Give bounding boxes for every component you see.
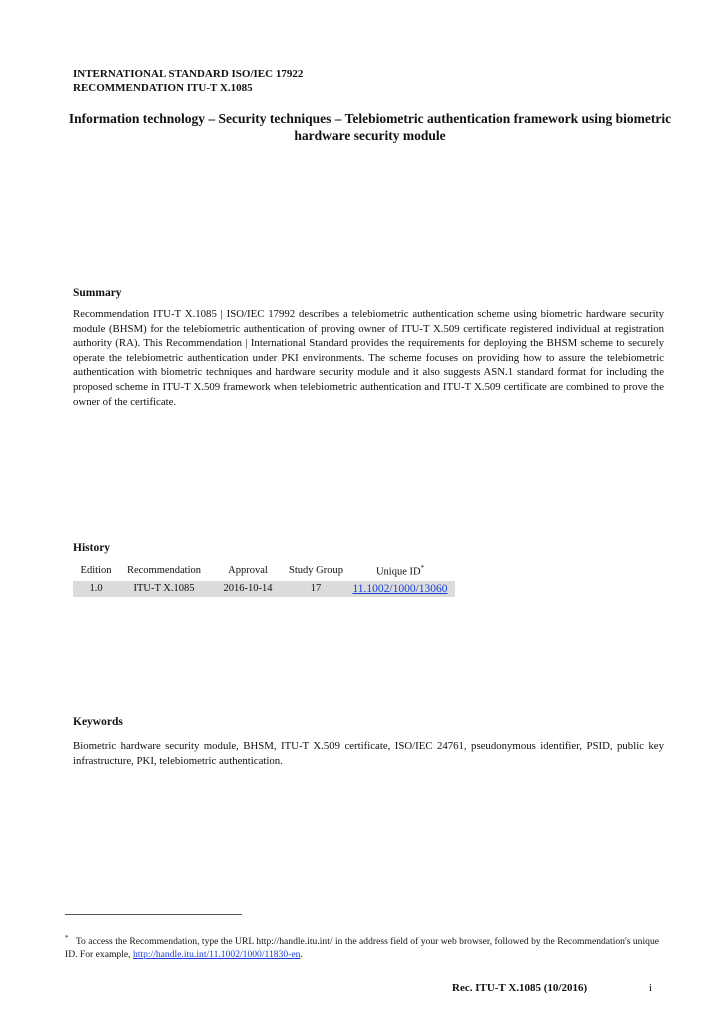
footnote-example-link[interactable]: http://handle.itu.int/11.1002/1000/11830-en — [132, 948, 301, 960]
keywords-text: Biometric hardware security module, BHSM, ITU-T X.509 certificate, ISO/IEC 24761, pseudonymous identifier, PSID, public key infrastructure, PKI, telebiometric authentication. — [73, 740, 664, 767]
col-approval: Approval — [228, 565, 268, 577]
cell-unique-id — [345, 581, 455, 597]
col-unique-id — [345, 562, 455, 581]
cell-recommendation: ITU-T X.1085 — [133, 583, 195, 594]
footnote-marker: * — [420, 564, 425, 572]
footnote-end: . — [300, 948, 303, 960]
cell-approval: 2016-10-14 — [223, 583, 273, 594]
col-edition: Edition — [80, 565, 112, 577]
summary-heading: Summary — [73, 287, 122, 299]
footnote — [65, 932, 659, 961]
page-number: i — [649, 982, 653, 994]
summary-text: Recommendation ITU-T X.1085 | ISO/IEC 17992 describes a telebiometric authentication scheme using biometric hardware security module (BHSM) for the telebiometric authentication of proving owner of ITU-T X.509 certificate registered individual at registration authority (RA). This Recommendation | International Standard provides the requirements for deploying the BHSM scheme to securely operate the telebiometric authentication under PKI environments. The scheme focuses on providing how to assure the telebiometric authentication with biometric techniques and hardware security module and it also suggests ASN.1 standard format for including the proposed scheme in ITU-T X.509 framework when telebiometric authentication and ITU-T X.509 certificate are combined to prove the owner of the certificate. — [73, 308, 664, 408]
document-header — [73, 67, 303, 95]
footer-reference: Rec. ITU-T X.1085 (10/2016) — [452, 982, 588, 994]
footnote-text: To access the Recommendation, type the URL http://handle.itu.int/ in the address field of your web browser, followed by the Recommendation's unique ID. For example, — [65, 936, 659, 960]
cell-study-group: 17 — [310, 583, 322, 594]
footnote-mark: * — [65, 934, 69, 942]
document-title: Information technology – Security techniques – Telebiometric authentication framework using biometric hardware security module — [68, 111, 672, 143]
cell-edition: 1.0 — [89, 583, 103, 594]
keywords-heading: Keywords — [73, 716, 123, 728]
history-heading: History — [73, 542, 111, 554]
col-unique-id-label: Unique ID — [375, 566, 421, 578]
header-standard: INTERNATIONAL STANDARD ISO/IEC 17922 — [73, 68, 304, 80]
col-recommendation: Recommendation — [126, 565, 202, 577]
col-study-group: Study Group — [289, 565, 343, 577]
footnote-separator — [65, 914, 242, 915]
header-recommendation: RECOMMENDATION ITU-T X.1085 — [73, 82, 253, 94]
unique-id-link[interactable]: 11.1002/1000/13060 — [352, 582, 448, 595]
table-row — [73, 581, 455, 597]
history-table — [73, 562, 455, 597]
history-header-row — [73, 562, 455, 581]
